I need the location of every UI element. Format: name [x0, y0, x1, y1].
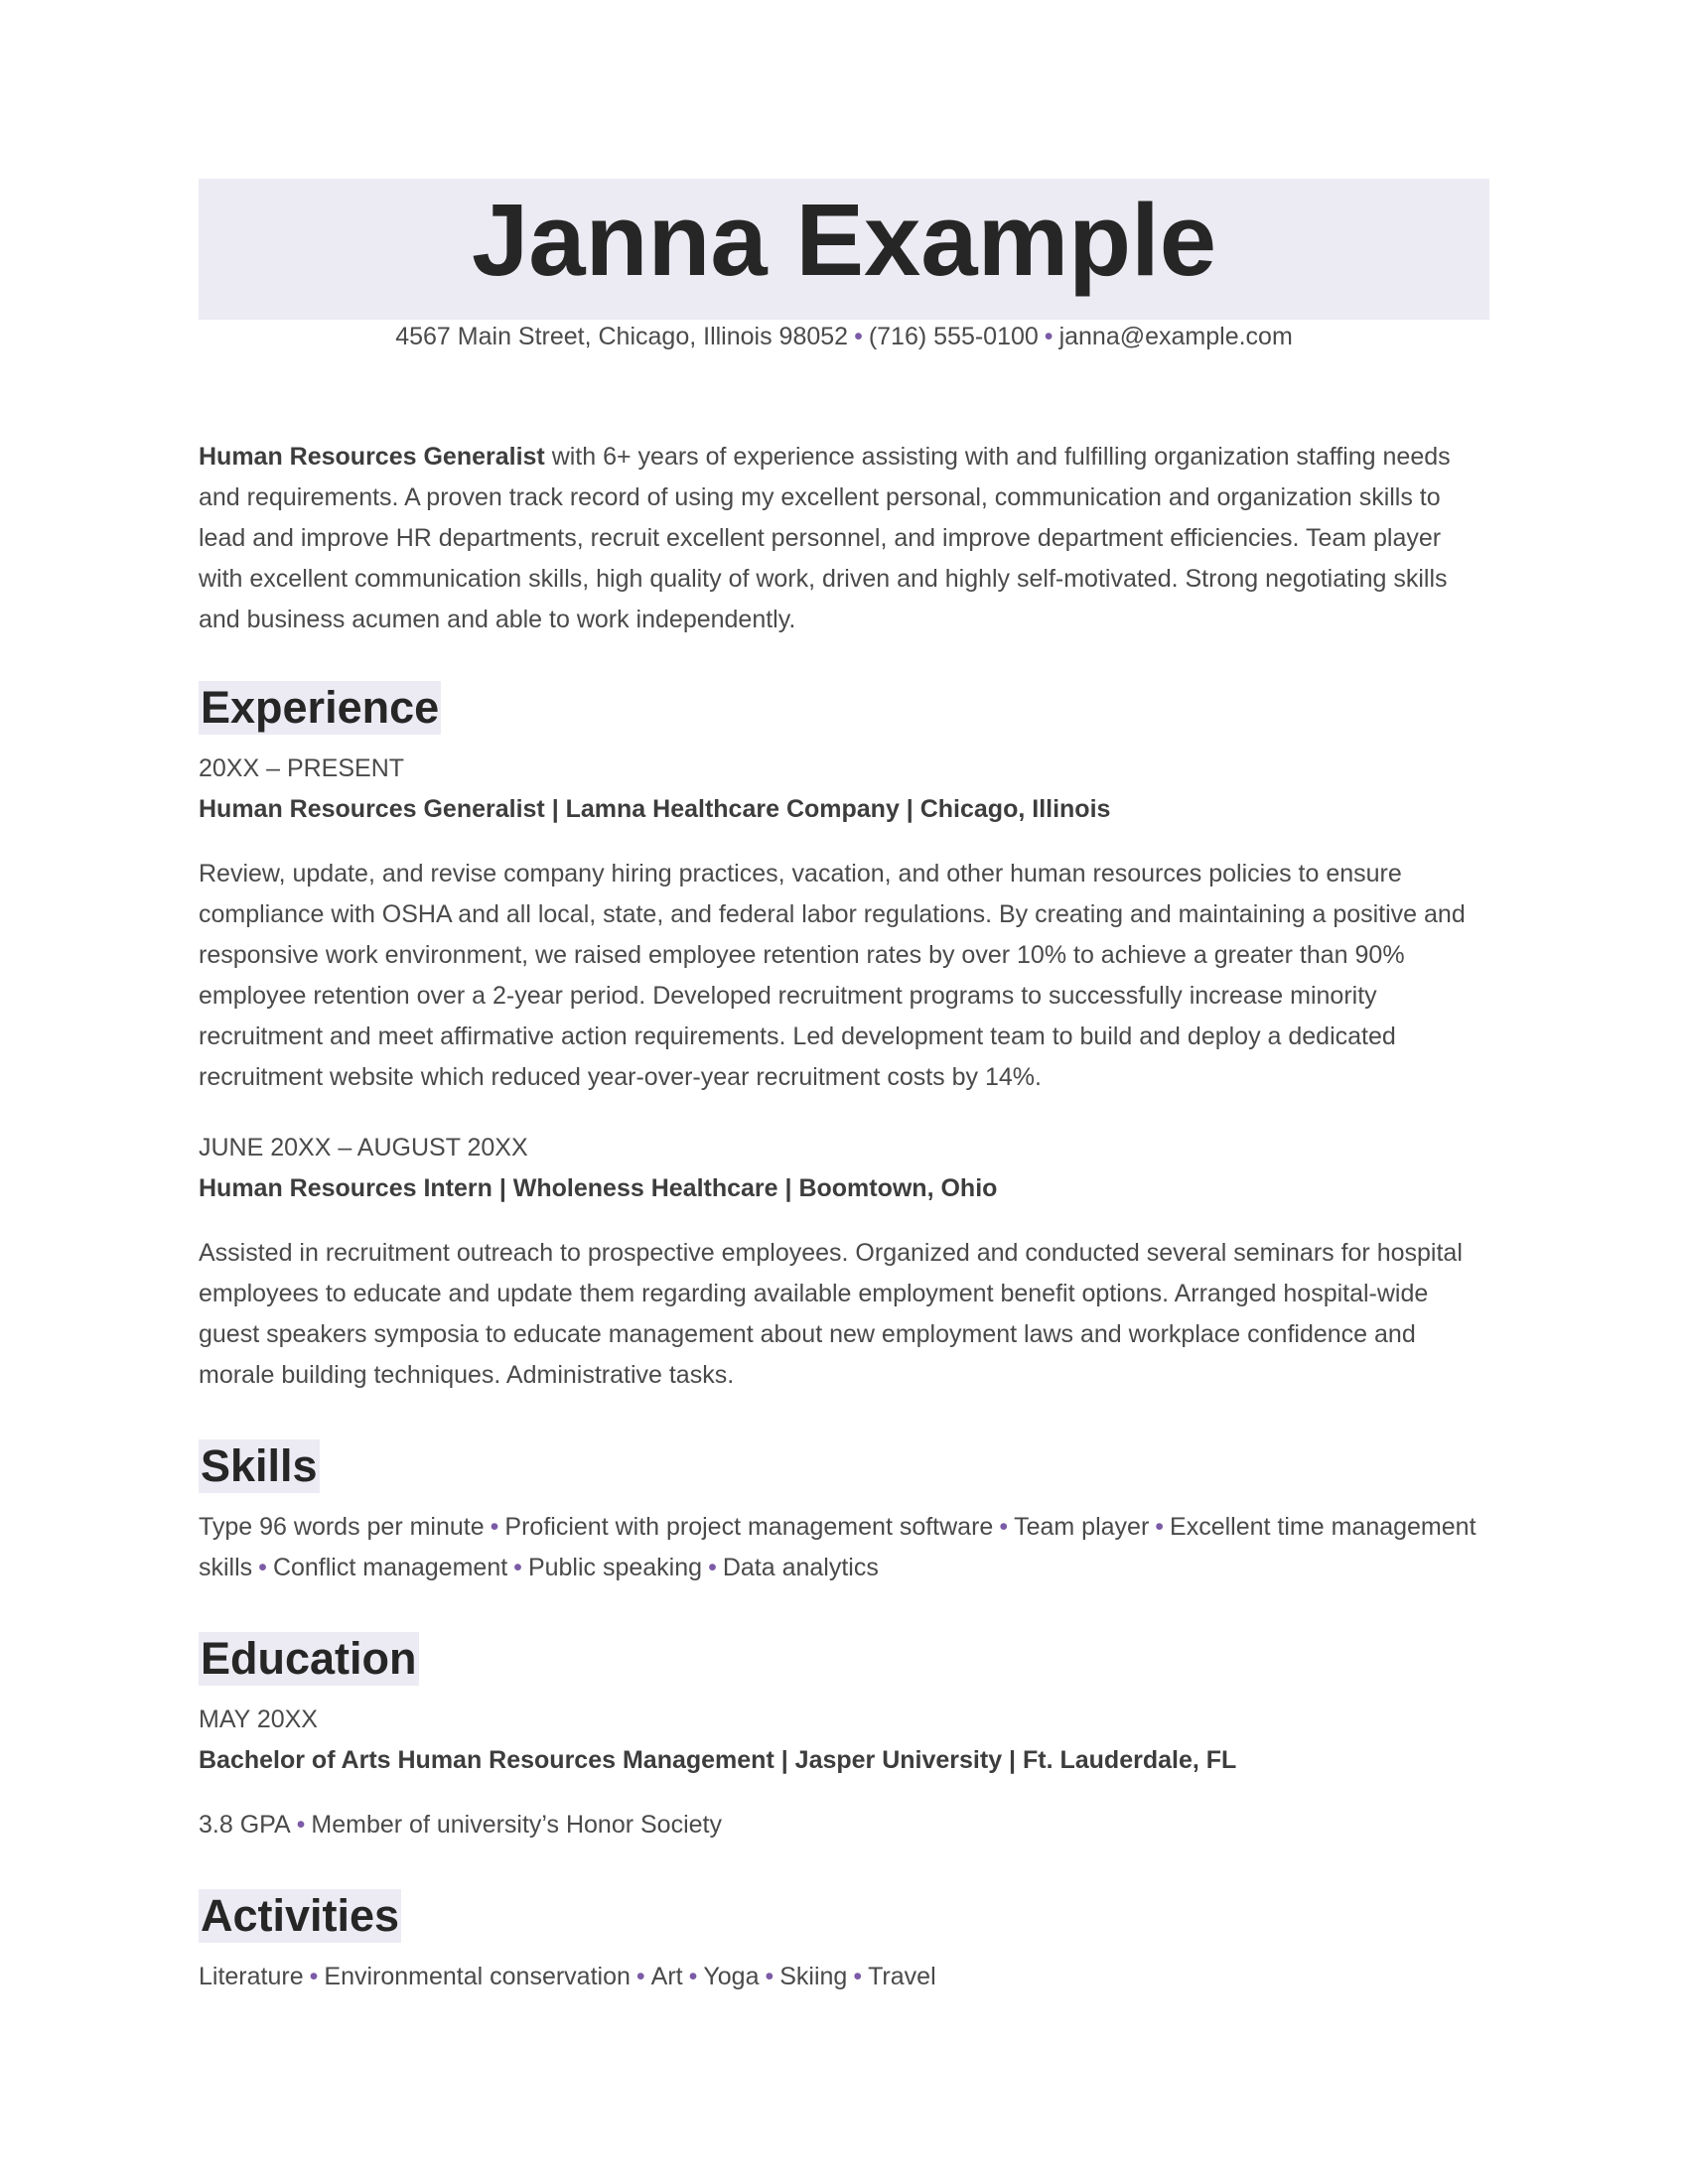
- experience-section: [199, 681, 1489, 1396]
- honor-society: Member of university’s Honor Society: [311, 1811, 722, 1839]
- summary-text: with 6+ years of experience assisting with and fulfilling organization staffing needs and requirements. A proven track record of using my excellent personal, communication and organization skills to lead and improve HR departments, recruit excellent personnel, and improve department efficiencies. Team player with excellent communication skills, high quality of work, driven and highly self-motivated. Strong negotiating skills and business acumen and able to work independently.: [199, 443, 1451, 633]
- activities-list: [199, 1957, 1489, 1997]
- bullet-separator: •: [635, 1963, 645, 1990]
- job-entry: [199, 1128, 1489, 1396]
- job-title: Human Resources Intern | Wholeness Healthcare | Boomtown, Ohio: [199, 1174, 998, 1202]
- gpa: 3.8 GPA: [199, 1811, 291, 1839]
- education-details: [199, 1805, 1489, 1845]
- activity-item: Yoga: [703, 1963, 760, 1990]
- activities-heading: Activities: [201, 1890, 400, 1941]
- bullet-separator: •: [1155, 1513, 1165, 1541]
- bullet-separator: •: [708, 1554, 717, 1581]
- summary-paragraph: [199, 437, 1489, 640]
- bullet-separator: •: [853, 1963, 863, 1990]
- skill-item: Type 96 words per minute: [199, 1513, 485, 1541]
- bullet-separator: •: [1044, 323, 1054, 350]
- bullet-separator: •: [513, 1554, 522, 1581]
- bullet-separator: •: [296, 1811, 306, 1839]
- bullet-separator: •: [688, 1963, 698, 1990]
- job-dates: JUNE 20XX – AUGUST 20XX: [199, 1134, 528, 1161]
- applicant-name: Janna Example: [472, 182, 1216, 297]
- address: 4567 Main Street, Chicago, Illinois 98052: [395, 323, 849, 350]
- summary-lead: Human Resources Generalist: [199, 443, 545, 471]
- bullet-separator: •: [765, 1963, 774, 1990]
- activity-item: Skiing: [779, 1963, 848, 1990]
- activities-section: [199, 1889, 1489, 1997]
- job-entry: [199, 749, 1489, 1098]
- skill-item: Public speaking: [527, 1554, 703, 1581]
- job-dates: 20XX – PRESENT: [199, 754, 405, 782]
- skill-item: Data analytics: [722, 1554, 879, 1581]
- skill-item: Conflict management: [272, 1554, 508, 1581]
- activity-item: Art: [650, 1963, 683, 1990]
- email: janna@example.com: [1058, 323, 1293, 350]
- activity-item: Literature: [199, 1963, 304, 1990]
- bullet-separator: •: [999, 1513, 1009, 1541]
- job-title: Human Resources Generalist | Lamna Healthcare Company | Chicago, Illinois: [199, 795, 1111, 823]
- skill-item: Excellent time management skills: [199, 1513, 1477, 1581]
- activity-item: Travel: [868, 1963, 936, 1990]
- activity-item: Environmental conservation: [324, 1963, 631, 1990]
- education-heading: Education: [201, 1633, 417, 1684]
- education-section: [199, 1632, 1489, 1845]
- skill-item: Team player: [1014, 1513, 1150, 1541]
- phone: (716) 555-0100: [868, 323, 1039, 350]
- resume-page: [199, 179, 1489, 1997]
- degree-title: Bachelor of Arts Human Resources Management | Jasper University | Ft. Lauderdale, FL: [199, 1746, 1237, 1774]
- job-description: Assisted in recruitment outreach to prospective employees. Organized and conducted several seminars for hospital employees to educate and update them regarding available employment benefit options. Arranged hospital-wide guest speakers symposia to educate management about new employment laws and workplace confidence and morale building techniques. Administrative tasks.: [199, 1239, 1463, 1389]
- education-date: MAY 20XX: [199, 1706, 318, 1733]
- bullet-separator: •: [258, 1554, 267, 1581]
- name-banner: [199, 179, 1489, 320]
- contact-line: [199, 320, 1489, 353]
- bullet-separator: •: [309, 1963, 319, 1990]
- skills-list: [199, 1507, 1489, 1588]
- skill-item: Proficient with project management software: [504, 1513, 994, 1541]
- job-description: Review, update, and revise company hiring practices, vacation, and other human resources policies to ensure compliance with OSHA and all local, state, and federal labor regulations. By creating and maintaining a positive and responsive work environment, we raised employee retention rates by over 10% to achieve a greater than 90% employee retention over a 2-year period. Developed recruitment programs to successfully increase minority recruitment and meet affirmative action requirements. Led development team to build and deploy a dedicated recruitment website which reduced year-over-year recruitment costs by 14%.: [199, 860, 1466, 1091]
- experience-heading: Experience: [201, 682, 440, 733]
- skills-heading: Skills: [201, 1440, 318, 1491]
- bullet-separator: •: [854, 323, 863, 350]
- bullet-separator: •: [490, 1513, 499, 1541]
- skills-section: [199, 1439, 1489, 1588]
